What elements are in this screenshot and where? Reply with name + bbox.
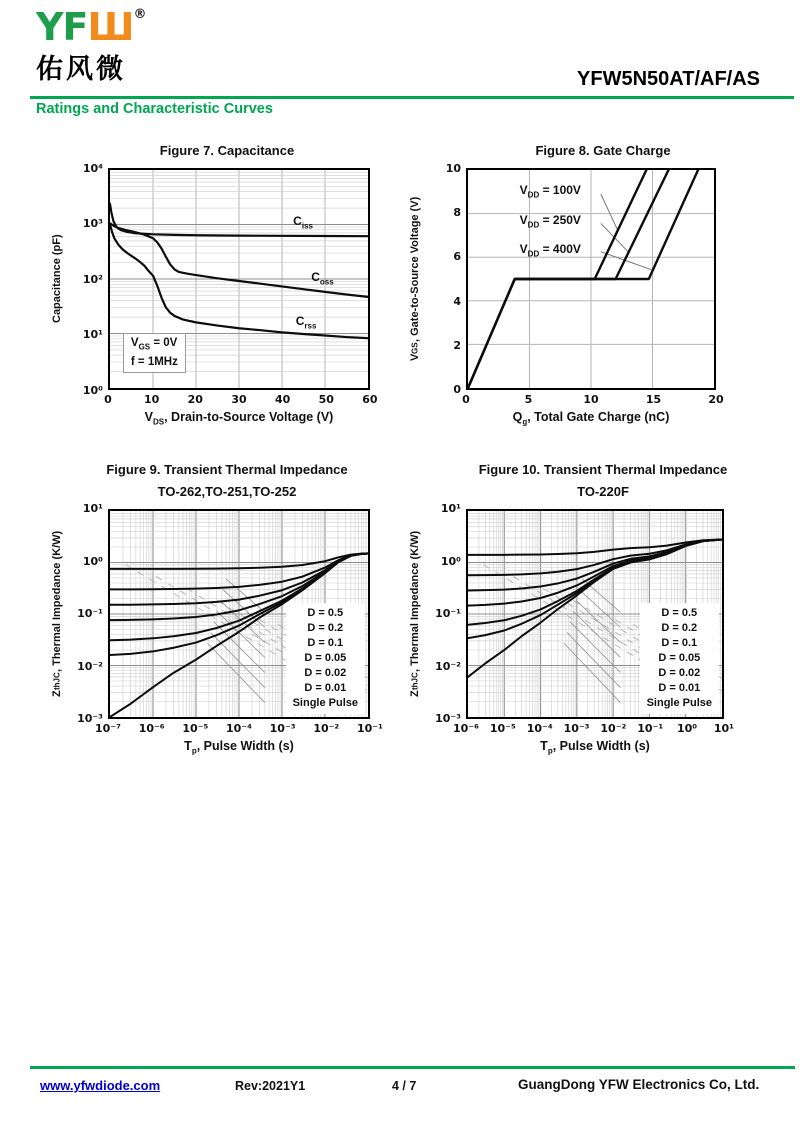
figure-10-thermal-impedance (406, 461, 800, 756)
vdd-100v-label: $V_{DD} = 100V$ (519, 183, 581, 200)
part-number-title: YFW5N50AT/AF/AS (577, 68, 760, 90)
website-link[interactable]: www.yfwdiode.com (40, 1078, 161, 1093)
figure-9-subtitle: TO-262,TO-251,TO-252 (157, 483, 297, 499)
legend-item: D = 0.5 (661, 606, 698, 619)
page-number: 4 / 7 (392, 1079, 417, 1093)
figure-9-x-axis-label: $T_p$, Pulse Width (s) (184, 738, 294, 755)
legend-item: D = 0.5 (307, 606, 344, 619)
legend-item: Single Pulse (646, 696, 712, 709)
figure-9-x-ticks: 10⁻⁷ 10⁻⁶ 10⁻⁵ 10⁻⁴ 10⁻³ 10⁻² 10⁻¹ (95, 721, 383, 735)
legend-item: D = 0.01 (304, 681, 347, 694)
legend-item: D = 0.02 (304, 666, 347, 679)
figure-10-chart (406, 502, 800, 756)
figure-7-capacitance (28, 142, 406, 427)
legend-item: D = 0.2 (307, 621, 344, 634)
legend-item: D = 0.1 (307, 636, 344, 649)
test-conditions-note (123, 333, 186, 372)
note-line-vgs: $V_{GS} = 0V$ (130, 337, 178, 352)
logo-yf-text: YF (36, 5, 88, 49)
logo-chinese-name: 佑风微 (36, 54, 126, 84)
figure-8-y-ticks: 10 8 6 4 2 0 (445, 161, 461, 397)
revision-label: Rev:2021Y1 (235, 1079, 306, 1093)
figure-9-plot-area (108, 509, 370, 719)
logo-wordmark (36, 5, 147, 49)
legend-item: D = 0.05 (304, 651, 347, 664)
figure-8-gate-charge (406, 142, 800, 427)
figure-8-chart (406, 161, 800, 427)
figure-8-plot-area (466, 168, 716, 390)
figure-10-legend (640, 603, 719, 714)
legend-item: D = 0.2 (661, 621, 698, 634)
figure-9-legend (286, 603, 365, 714)
coss-curve-label: $C_{oss}$ (311, 270, 334, 287)
figure-10-y-ticks: 10¹ 10⁰ 10⁻¹ 10⁻² 10⁻³ (435, 502, 461, 725)
figure-10-x-ticks: 10⁻⁶ 10⁻⁵ 10⁻⁴ 10⁻³ 10⁻² 10⁻¹ 10⁰ 10¹ (453, 721, 734, 735)
note-line-freq: f = 1MHz (130, 355, 178, 368)
figure-10-title: Figure 10. Transient Thermal Impedance (478, 461, 728, 477)
figure-10-y-axis-label: Z thJC , Thermal Impedance (K/W) (409, 530, 421, 697)
figure-7-chart (48, 161, 406, 427)
header-divider (30, 96, 794, 99)
figure-9-chart (48, 502, 406, 756)
figure-8-x-ticks: 0 5 10 15 20 (462, 393, 724, 406)
figure-7-plot-area (108, 168, 370, 390)
crss-curve-label: $C_{rss}$ (295, 313, 317, 331)
figure-10-plot-area (466, 509, 724, 719)
figure-8-plot-svg (468, 170, 714, 388)
figure-7-y-axis-label: Capacitance (pF) (51, 234, 63, 324)
company-name: GuangDong YFW Electronics Co, Ltd. (518, 1077, 760, 1092)
figure-10-subtitle: TO-220F (577, 483, 629, 499)
figure-7-y-ticks: 10⁴ 10³ 10² 10¹ 10⁰ (82, 161, 103, 397)
vdd-250v-label: $V_{DD} = 250V$ (519, 212, 581, 229)
figure-9-thermal-impedance (28, 461, 406, 756)
logo-w-glyph: Ш (87, 5, 134, 49)
figure-8-curves (468, 170, 698, 388)
legend-item: D = 0.05 (658, 651, 701, 664)
figure-8-x-axis-label: $Q_g$, Total Gate Charge (nC) (512, 410, 670, 427)
legend-item: D = 0.02 (658, 666, 701, 679)
footer-divider (30, 1066, 795, 1069)
figure-9-y-axis-label: Z thJC , Thermal Impedance (K/W) (51, 530, 63, 697)
figure-8-title: Figure 8. Gate Charge (535, 143, 671, 158)
section-title: Ratings and Characteristic Curves (36, 101, 273, 117)
legend-item: Single Pulse (292, 696, 358, 709)
figure-9-y-ticks: 10¹ 10⁰ 10⁻¹ 10⁻² 10⁻³ (77, 502, 103, 725)
legend-item: D = 0.01 (658, 681, 701, 694)
figure-7-x-ticks: 0 10 20 30 40 50 60 (104, 393, 378, 406)
figure-9-title: Figure 9. Transient Thermal Impedance (106, 461, 348, 477)
figure-10-x-axis-label: $T_p$, Pulse Width (s) (540, 738, 650, 755)
vdd-400v-label: $V_{DD} = 400V$ (519, 241, 581, 259)
figures-grid (28, 142, 800, 755)
figure-7-title: Figure 7. Capacitance (159, 143, 295, 158)
registered-trademark-icon: ® (133, 7, 147, 22)
company-logo (36, 5, 147, 86)
ciss-curve-label: $C_{iss}$ (293, 213, 313, 230)
legend-item: D = 0.1 (661, 636, 698, 649)
figure-7-x-axis-label: $V_{DS}$, Drain-to-Source Voltage (V) (144, 410, 334, 427)
figure-8-y-axis-label: V GS , Gate-to-Source Voltage (V) (409, 196, 421, 362)
